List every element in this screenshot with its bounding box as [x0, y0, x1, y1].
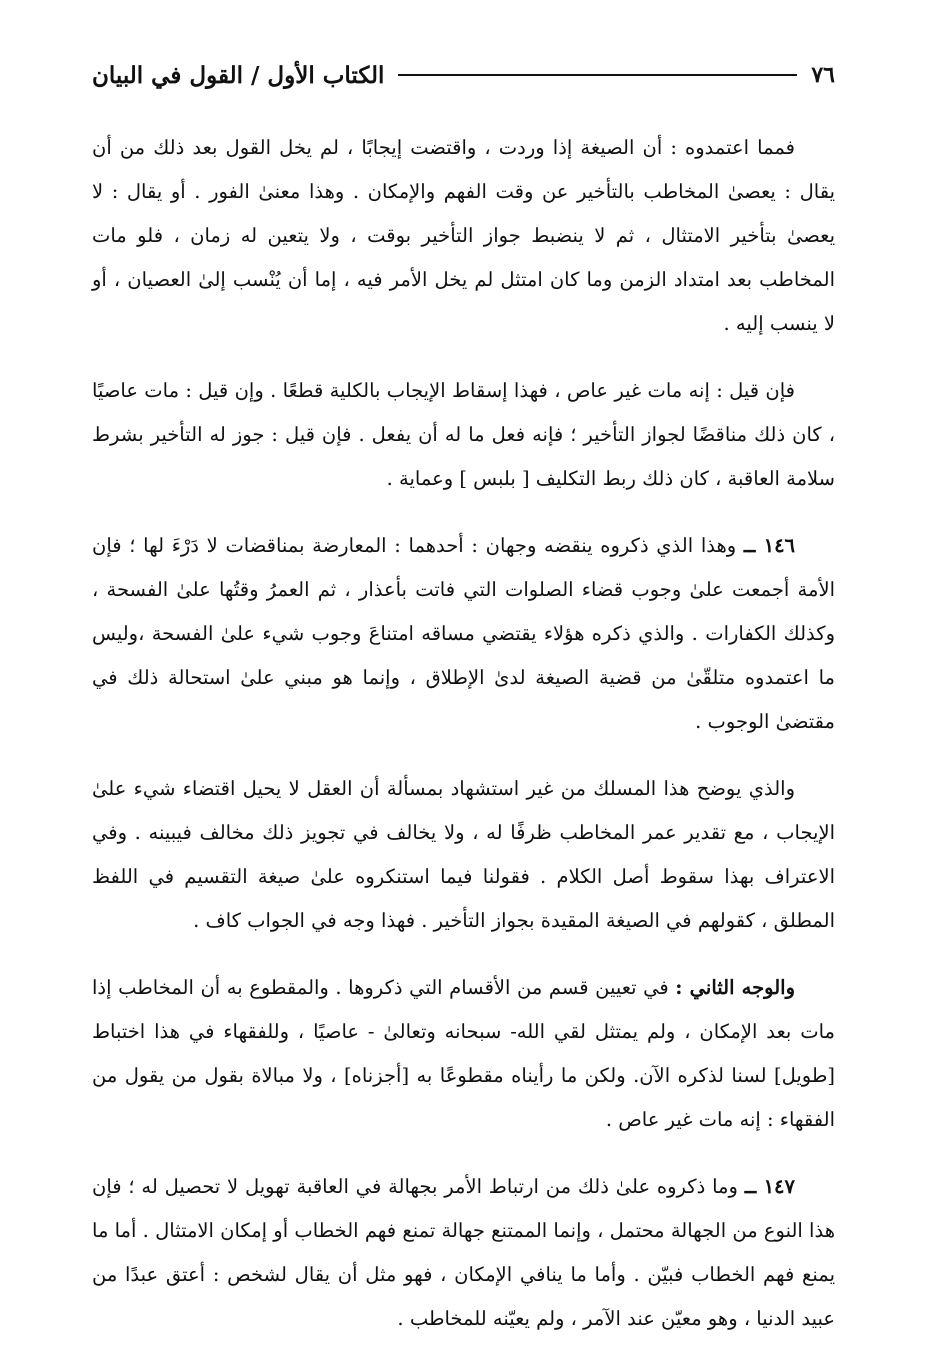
section-number-146: ١٤٦ ــ: [743, 534, 796, 557]
page-body: [92, 126, 835, 1341]
book-title: الكتاب الأول / القول في البيان: [92, 61, 385, 89]
paragraph-text: وما ذكروه علىٰ ذلك من ارتباط الأمر بجهالة في العاقبة تهويل لا تحصيل له ؛ فإن هذا النوع من الجهالة محتمل ، وإنما الممتنع جهالة تمنع فهم الخطاب أو إمكان الامتثال . أما ما يمنع فهم الخطاب فبيّن . وأما ما ينافي الإمكان ، فهو مثل أن يقال لشخص : أعتق عبدًا من عبيد الدنيا ، وهو معيّن عند الآمر ، ولم يعيّنه للمخاطب .: [92, 1175, 835, 1330]
paragraph-146: [92, 524, 835, 744]
paragraph-147: [92, 1165, 835, 1341]
paragraph-text: وهذا الذي ذكروه ينقضه وجهان : أحدهما : المعارضة بمناقضات لا دَرْءَ لها ؛ فإن الأمة أجمعت علىٰ وجوب قضاء الصلوات التي فاتت بأعذار ، ثم العمرُ وقتُها علىٰ الفسحة ، وكذلك الكفارات . والذي ذكره هؤلاء يقتضي مساقه امتناعَ وجوب شيء علىٰ الفسحة ،وليس ما اعتمدوه متلقّىٰ من قضية الصيغة لدىٰ الإطلاق ، وإنما هو مبني علىٰ استحالة ذلك في مقتضىٰ الوجوب .: [92, 534, 835, 733]
page-number: ٧٦: [811, 62, 835, 88]
paragraph-4: [92, 767, 835, 943]
paragraph-1: [92, 126, 835, 346]
paragraph-text: في تعيين قسم من الأقسام التي ذكروها . والمقطوع به أن المخاطب إذا مات بعد الإمكان ، ولم يمتثل لقي الله- سبحانه وتعالىٰ - عاصيًا ، وللفقهاء في هذا اختباط [طويل] لسنا لذكره الآن. ولكن ما رأيناه مقطوعًا به [أجزناه] ، ولا مبالاة بقول من يقول من الفقهاء : إنه مات غير عاص .: [92, 976, 835, 1131]
running-header: [92, 52, 835, 98]
paragraph-text: والذي يوضح هذا المسلك من غير استشهاد بمسألة أن العقل لا يحيل اقتضاء شيء علىٰ الإيجاب ، مع تقدير عمر المخاطب ظرفًا له ، ولا يخالف في تجويز ذلك مخالف فيبينه . وفي الاعتراف بهذا سقوط أصل الكلام . فقولنا فيما استنكروه علىٰ صيغة التقسيم في اللفظ المطلق ، كقولهم في الصيغة المقيدة بجواز التأخير . فهذا وجه في الجواب كاف .: [92, 777, 835, 932]
header-rule: [398, 74, 797, 76]
paragraph-2: [92, 369, 835, 501]
paragraph-text: فإن قيل : إنه مات غير عاص ، فهذا إسقاط الإيجاب بالكلية قطعًا . وإن قيل : مات عاصيًا ، كان ذلك مناقضًا لجواز التأخير ؛ فإنه فعل ما له أن يفعل . فإن قيل : جوز له التأخير بشرط سلامة العاقبة ، كان ذلك ربط التكليف [ بلبس ] وعماية .: [92, 379, 835, 490]
section-number-147: ١٤٧ ــ: [744, 1175, 795, 1198]
paragraph-second-aspect: [92, 966, 835, 1142]
paragraph-text: فمما اعتمدوه : أن الصيغة إذا وردت ، واقتضت إيجابًا ، لم يخل القول بعد ذلك من أن يقال : يعصىٰ المخاطب بالتأخير عن وقت الفهم والإمكان . وهذا معنىٰ الفور . أو يقال : لا يعصىٰ بتأخير الامتثال ، ثم لا ينضبط جواز التأخير بوقت ، ولا يتعين له زمان ، فلو مات المخاطب بعد امتداد الزمن وما كان امتثل لم يخل الأمر فيه ، إما أن يُنْسب إلىٰ العصيان ، أو لا ينسب إليه .: [92, 136, 835, 335]
second-aspect-heading: والوجه الثاني :: [675, 976, 796, 999]
